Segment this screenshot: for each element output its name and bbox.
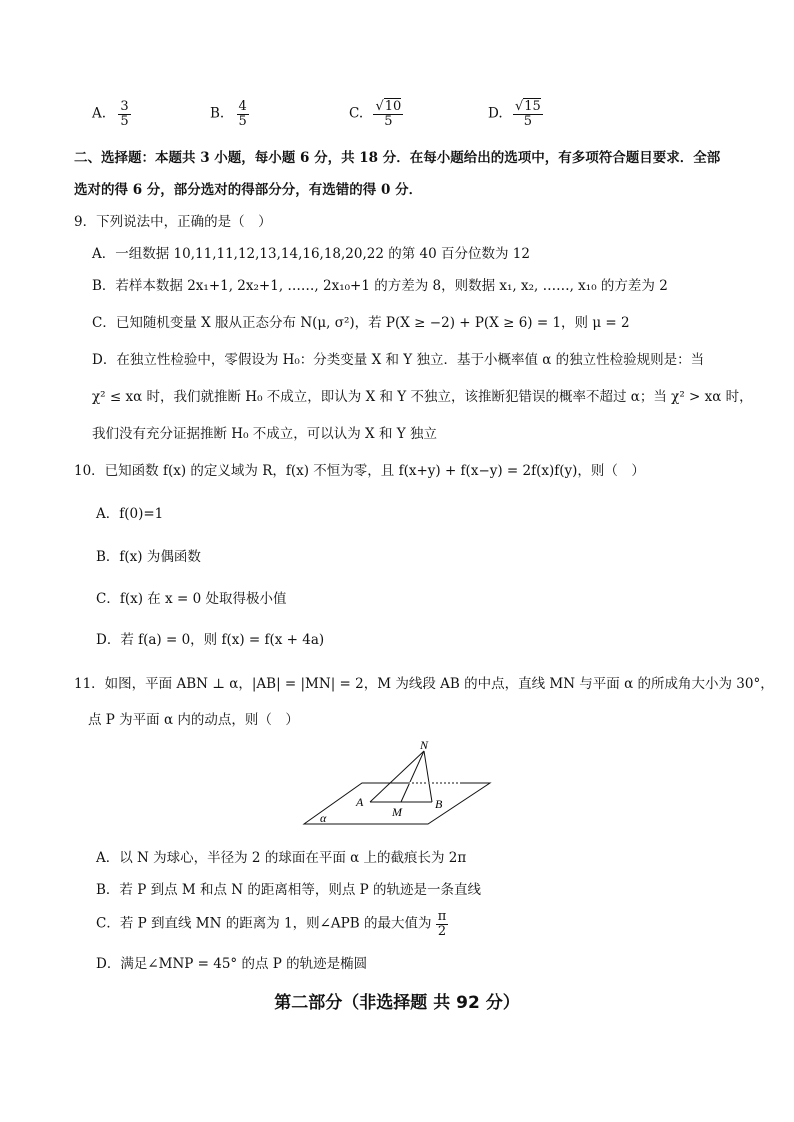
label-n: N bbox=[420, 738, 429, 752]
q10-stem: 10．已知函数 f(x) 的定义域为 R，f(x) 不恒为零，且 f(x+y) + f(x−y) = 2f(x)f(y)，则（ ） bbox=[74, 463, 645, 479]
label-b: B bbox=[435, 797, 443, 811]
fraction: $\frac{√15}{5}$ bbox=[514, 99, 541, 129]
option-label: B. bbox=[210, 105, 225, 122]
q10-option-b: B．f(x) 为偶函数 bbox=[96, 549, 201, 565]
q9-option-c: C．已知随机变量 X 服从正态分布 N(μ, σ²)，若 P(X ≥ −2) + P(X ≥ 6) = 1，则 μ = 2 bbox=[92, 315, 630, 331]
q11-option-b: B．若 P 到点 M 和点 N 的距离相等，则点 P 的轨迹是一条直线 bbox=[96, 882, 482, 898]
q9-stem: 9．下列说法中，正确的是（ ） bbox=[74, 214, 272, 230]
fraction: $\frac{\pi}{2}$ bbox=[437, 909, 447, 939]
q9-option-d-line1: D．在独立性检验中，零假设为 H₀：分类变量 X 和 Y 独立．基于小概率值 α 的独立性检验规则是：当 bbox=[92, 352, 705, 368]
segment-nm bbox=[401, 751, 424, 802]
q11-option-d: D．满足∠MNP = 45° 的点 P 的轨迹是椭圆 bbox=[96, 956, 368, 972]
part2-title: 第二部分（非选择题 共 92 分） bbox=[274, 993, 520, 1013]
q8-option-a bbox=[92, 100, 131, 128]
geometry-figure bbox=[300, 738, 500, 830]
q10-option-c: C．f(x) 在 x = 0 处取得极小值 bbox=[96, 591, 287, 607]
label-m: M bbox=[392, 805, 402, 819]
fraction: $\frac{√10}{5}$ bbox=[375, 99, 402, 129]
section-heading-line2: 选对的得 6 分，部分选对的得部分分，有选错的得 0 分． bbox=[74, 182, 423, 198]
q11-option-a: A．以 N 为球心，半径为 2 的球面在平面 α 上的截痕长为 2π bbox=[96, 850, 467, 866]
q8-option-c bbox=[349, 100, 403, 128]
q9-option-b: B．若样本数据 2x₁+1, 2x₂+1, ……, 2x₁₀+1 的方差为 8，则数据 x₁, x₂, ……, x₁₀ 的方差为 2 bbox=[92, 278, 668, 294]
q10-option-d: D．若 f(a) = 0，则 f(x) = f(x + 4a) bbox=[96, 632, 325, 648]
q11-stem-line2: 点 P 为平面 α 内的动点，则（ ） bbox=[88, 712, 299, 728]
q9-option-d-line3: 我们没有充分证据推断 H₀ 不成立，可以认为 X 和 Y 独立 bbox=[92, 426, 437, 442]
q8-option-d bbox=[488, 100, 543, 128]
q11-option-c: C．若 P 到直线 MN 的距离为 1，则∠APB 的最大值为 $\frac{\pi}{2}$ bbox=[96, 909, 447, 939]
q11-stem-line1: 11．如图，平面 ABN ⊥ α，|AB| = |MN| = 2，M 为线段 AB 的中点，直线 MN 与平面 α 的所成角大小为 30°， bbox=[74, 676, 774, 692]
fraction: $\frac{4}{5}$ bbox=[238, 99, 247, 129]
q8-option-b bbox=[210, 100, 249, 128]
q9-option-a: A．一组数据 10,11,11,12,13,14,16,18,20,22 的第 40 百分位数为 12 bbox=[92, 246, 530, 262]
segment-na bbox=[370, 751, 424, 802]
label-alpha: α bbox=[320, 811, 327, 825]
q10-option-a: A．f(0)=1 bbox=[96, 506, 164, 522]
q9-option-d-line2: χ² ≤ xα 时，我们就推断 H₀ 不成立，即认为 X 和 Y 不独立，该推断犯错误的概率不超过 α；当 χ² > xα 时， bbox=[92, 389, 753, 405]
label-a: A bbox=[356, 795, 364, 809]
option-label: A. bbox=[92, 105, 107, 122]
segment-nb bbox=[424, 751, 432, 802]
fraction: $\frac{3}{5}$ bbox=[120, 99, 129, 129]
option-label: C. bbox=[349, 105, 364, 122]
section-heading-line1: 二、选择题：本题共 3 小题，每小题 6 分，共 18 分．在每小题给出的选项中，有多项符合题目要求．全部 bbox=[74, 150, 721, 166]
option-label: D. bbox=[488, 105, 503, 122]
